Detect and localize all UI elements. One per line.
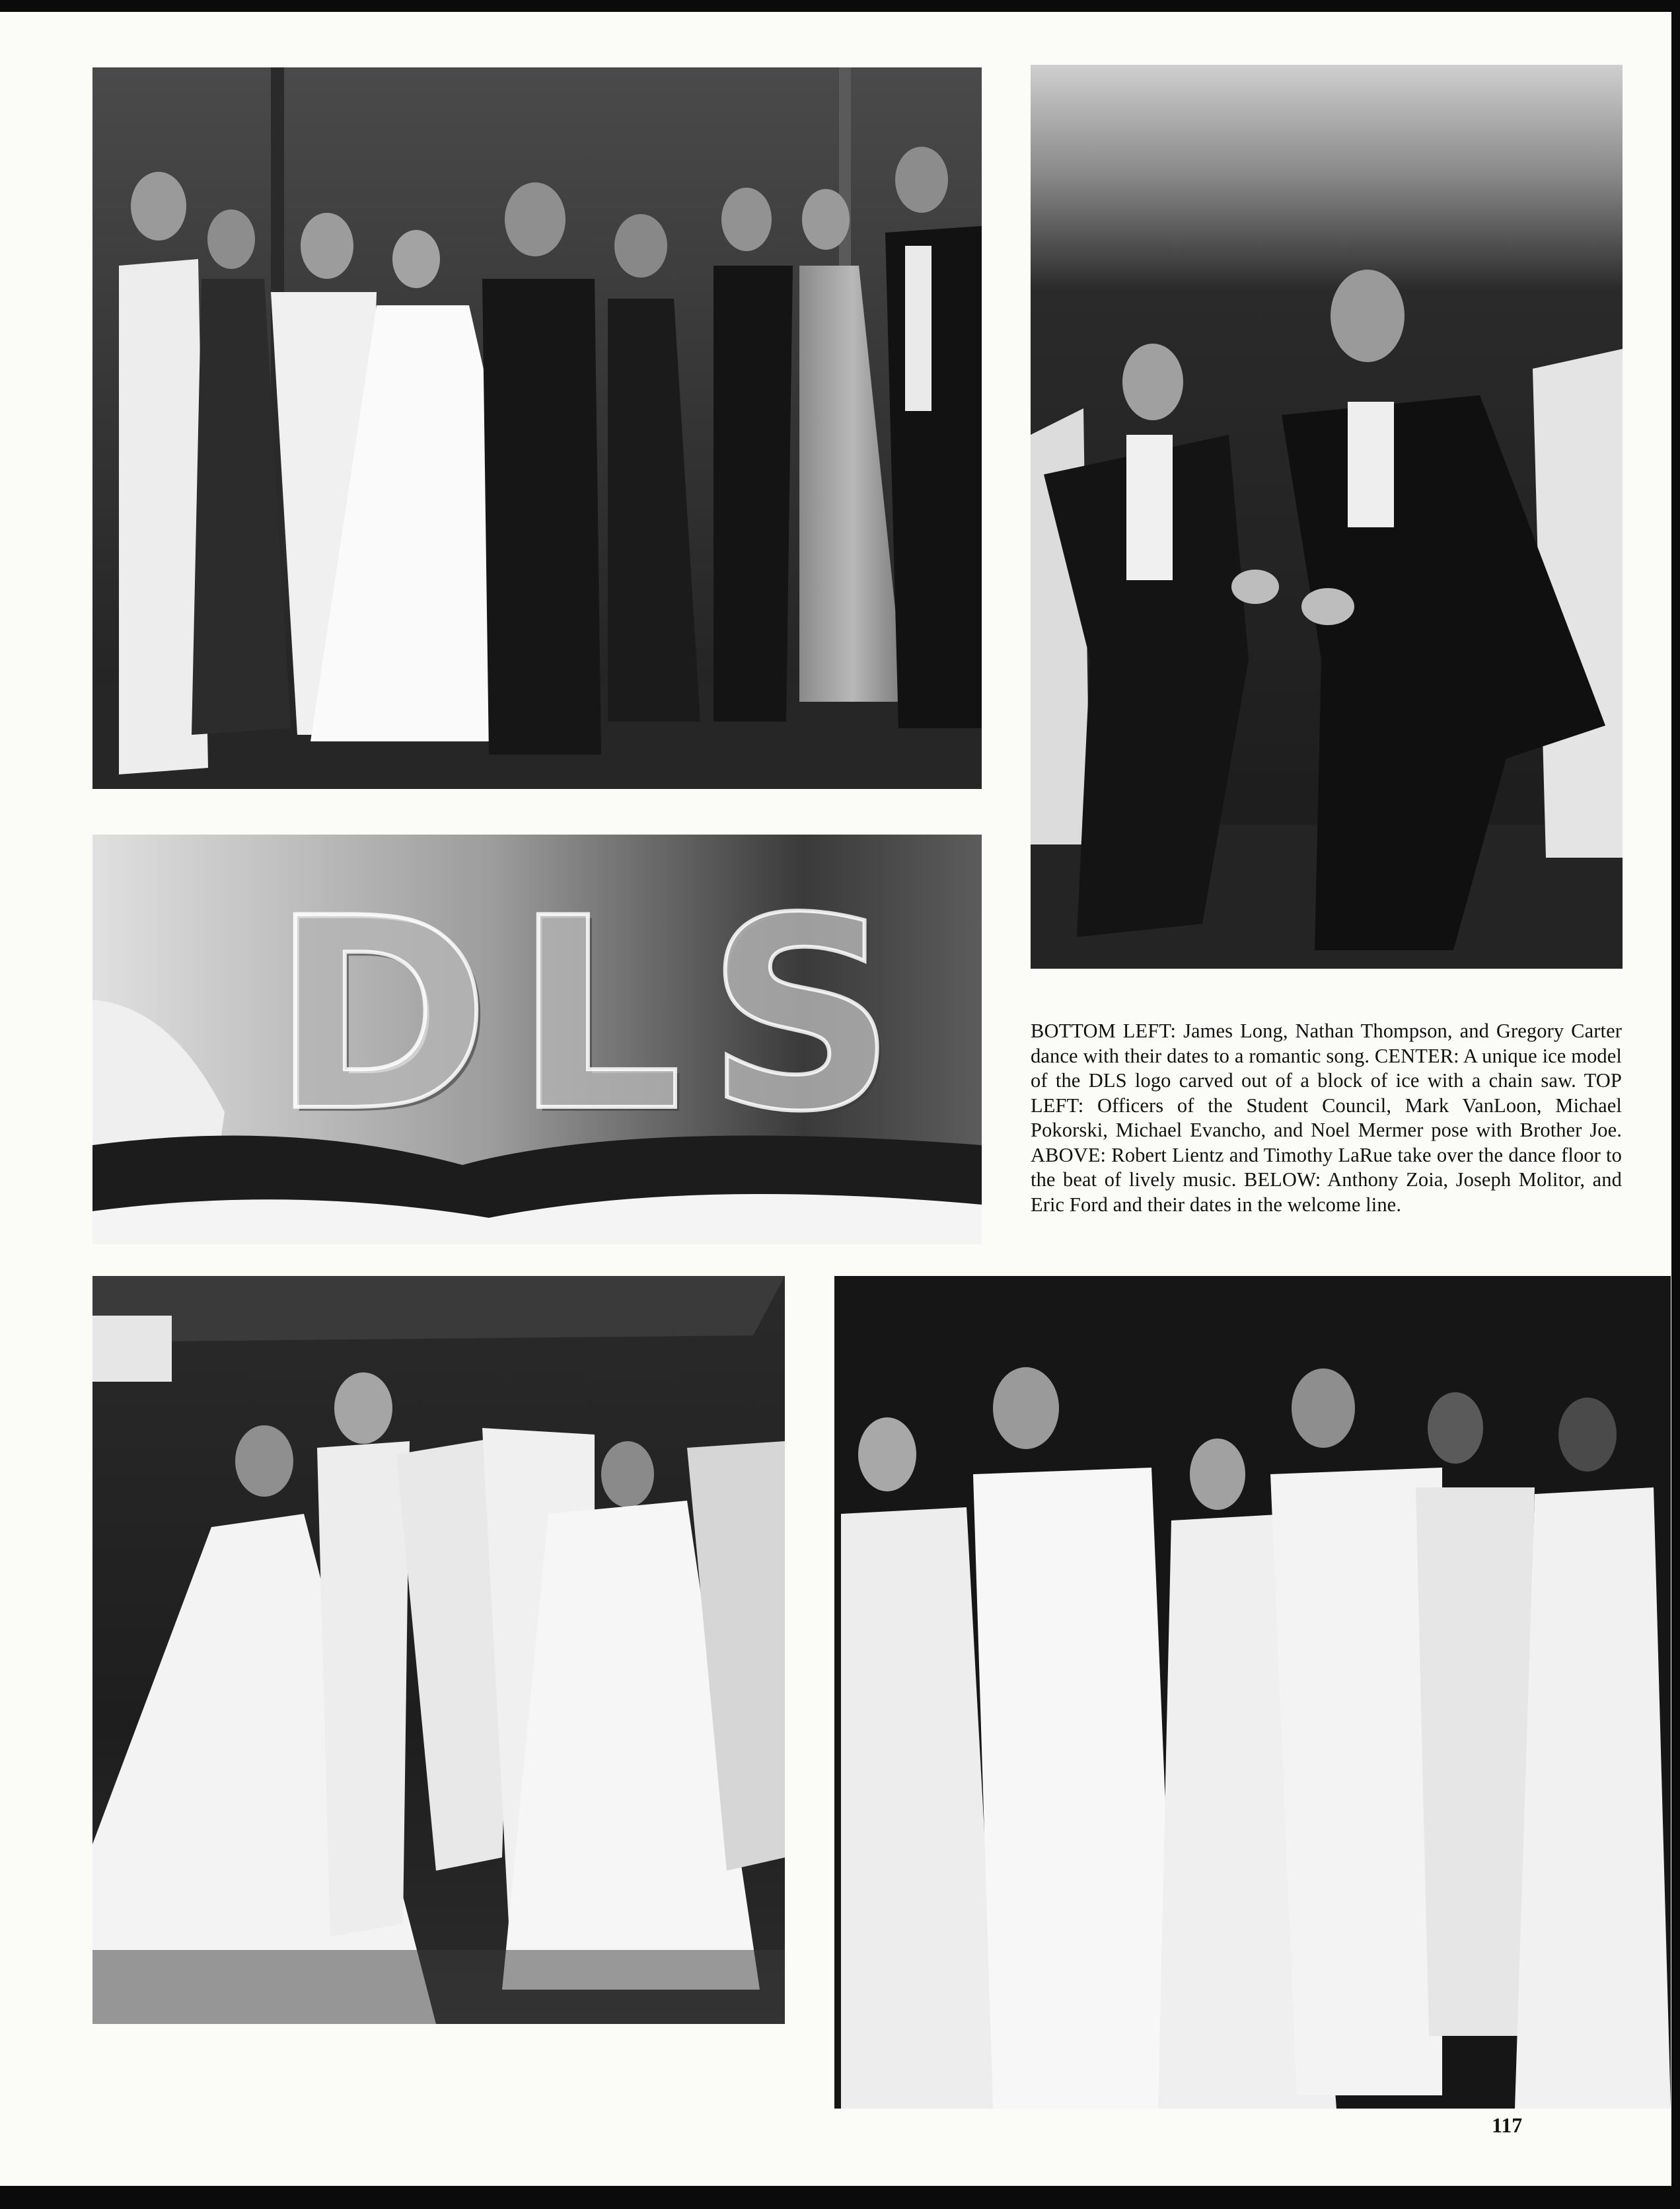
page-number: 117 [1492,2113,1523,2137]
photo-dls-ice-sculpture [92,835,982,1244]
photo-caption: BOTTOM LEFT: James Long, Nathan Thompson, and Gregory Carter dance with their dates to a romantic song. CENTER: A unique ice model of the DLS logo carved out of a block of ice with a chain saw. TOP LEFT: Officers of the Student Council, Mark VanLoon, Michael Pokorski, Michael Evancho, and Noel Mermer pose with Brother Joe. ABOVE: Robert Lientz and Timothy LaRue take over the dance floor to the beat of lively music. BELOW: Anthony Zoia, Joseph Molitor, and Eric Ford and their dates in the welcome line. [1031,1020,1622,1216]
photo-dance-floor-lively [1031,65,1623,969]
photo-welcome-line [834,1276,1671,2109]
yearbook-page [0,12,1671,2186]
ice-sculpture-letters: DLS [271,862,920,1170]
photo-romantic-dance [92,1276,785,2024]
photo-student-council-group [92,67,982,789]
